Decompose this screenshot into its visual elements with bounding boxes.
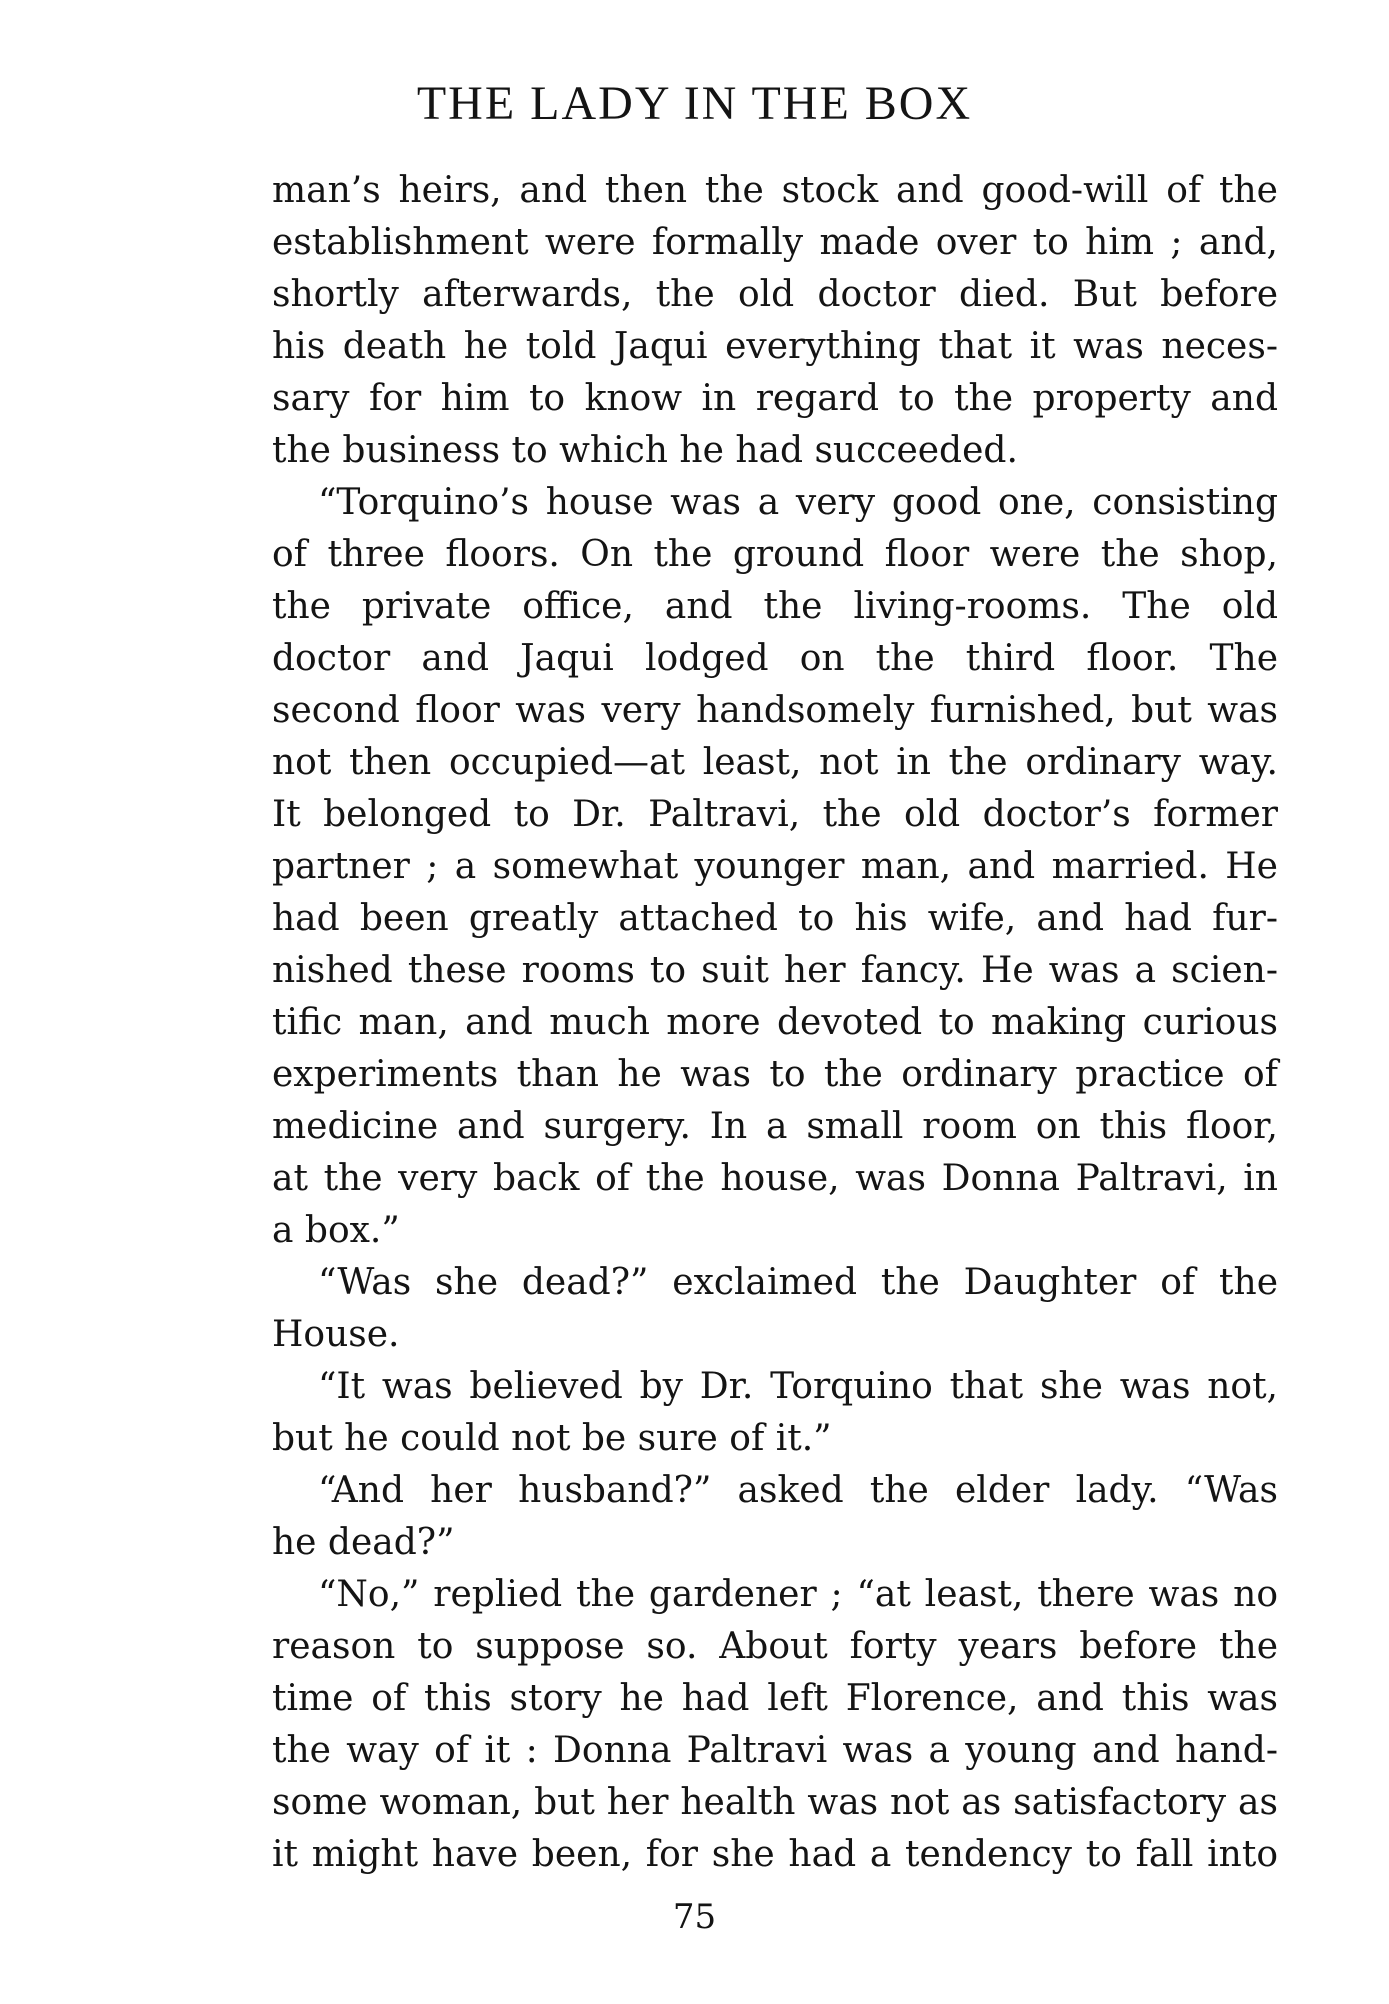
text-line: not then occupied—at least, not in the ordinary way. <box>272 742 1278 783</box>
text-line: second floor was very handsomely furnished, but was <box>272 690 1278 731</box>
page-number: 75 <box>672 1897 717 1937</box>
text-line: reason to suppose so. About forty years before the <box>272 1626 1278 1667</box>
text-line: but he could not be sure of it.” <box>272 1418 832 1459</box>
text-line: “It was believed by Dr. Torquino that she was not, <box>318 1366 1278 1407</box>
text-line: shortly afterwards, the old doctor died. But before <box>272 274 1278 315</box>
text-line: tific man, and much more devoted to making curious <box>272 1002 1278 1043</box>
text-line: the private office, and the living-rooms. The old <box>272 586 1278 627</box>
text-line: it might have been, for she had a tendency to fall into <box>272 1834 1278 1875</box>
text-line: establishment were formally made over to him ; and, <box>272 222 1278 263</box>
text-line: he dead?” <box>272 1522 455 1563</box>
text-line: It belonged to Dr. Paltravi, the old doctor’s former <box>272 794 1278 835</box>
text-line: some woman, but her health was not as satisfactory as <box>272 1782 1278 1823</box>
text-line: “Was she dead?” exclaimed the Daughter of the <box>318 1262 1278 1303</box>
text-line: sary for him to know in regard to the property and <box>272 378 1278 419</box>
text-line: the business to which he had succeeded. <box>272 430 1018 471</box>
text-line: “And her husband?” asked the elder lady. “Was <box>318 1470 1278 1511</box>
text-line: medicine and surgery. In a small room on this floor, <box>272 1106 1278 1147</box>
text-line: of three floors. On the ground floor were the shop, <box>272 534 1278 575</box>
body-text <box>272 165 1278 1881</box>
text-line: man’s heirs, and then the stock and good-will of the <box>272 170 1278 211</box>
text-line: at the very back of the house, was Donna Paltravi, in <box>272 1158 1278 1199</box>
text-line: had been greatly attached to his wife, and had fur- <box>272 898 1278 939</box>
text-line: House. <box>272 1314 400 1355</box>
text-line: partner ; a somewhat younger man, and married. He <box>272 846 1278 887</box>
text-line: doctor and Jaqui lodged on the third floor. The <box>272 638 1278 679</box>
text-line: “Torquino’s house was a very good one, consisting <box>318 482 1278 523</box>
text-line: his death he told Jaqui everything that it was neces- <box>272 326 1278 367</box>
text-line: experiments than he was to the ordinary practice of <box>272 1054 1278 1095</box>
running-head: THE LADY IN THE BOX <box>416 77 973 130</box>
text-line: time of this story he had left Florence, and this was <box>272 1678 1278 1719</box>
text-line: a box.” <box>272 1210 400 1251</box>
text-line: the way of it : Donna Paltravi was a young and hand- <box>272 1730 1278 1771</box>
text-line: nished these rooms to suit her fancy. He was a scien- <box>272 950 1278 991</box>
text-line: “No,” replied the gardener ; “at least, there was no <box>318 1574 1278 1615</box>
